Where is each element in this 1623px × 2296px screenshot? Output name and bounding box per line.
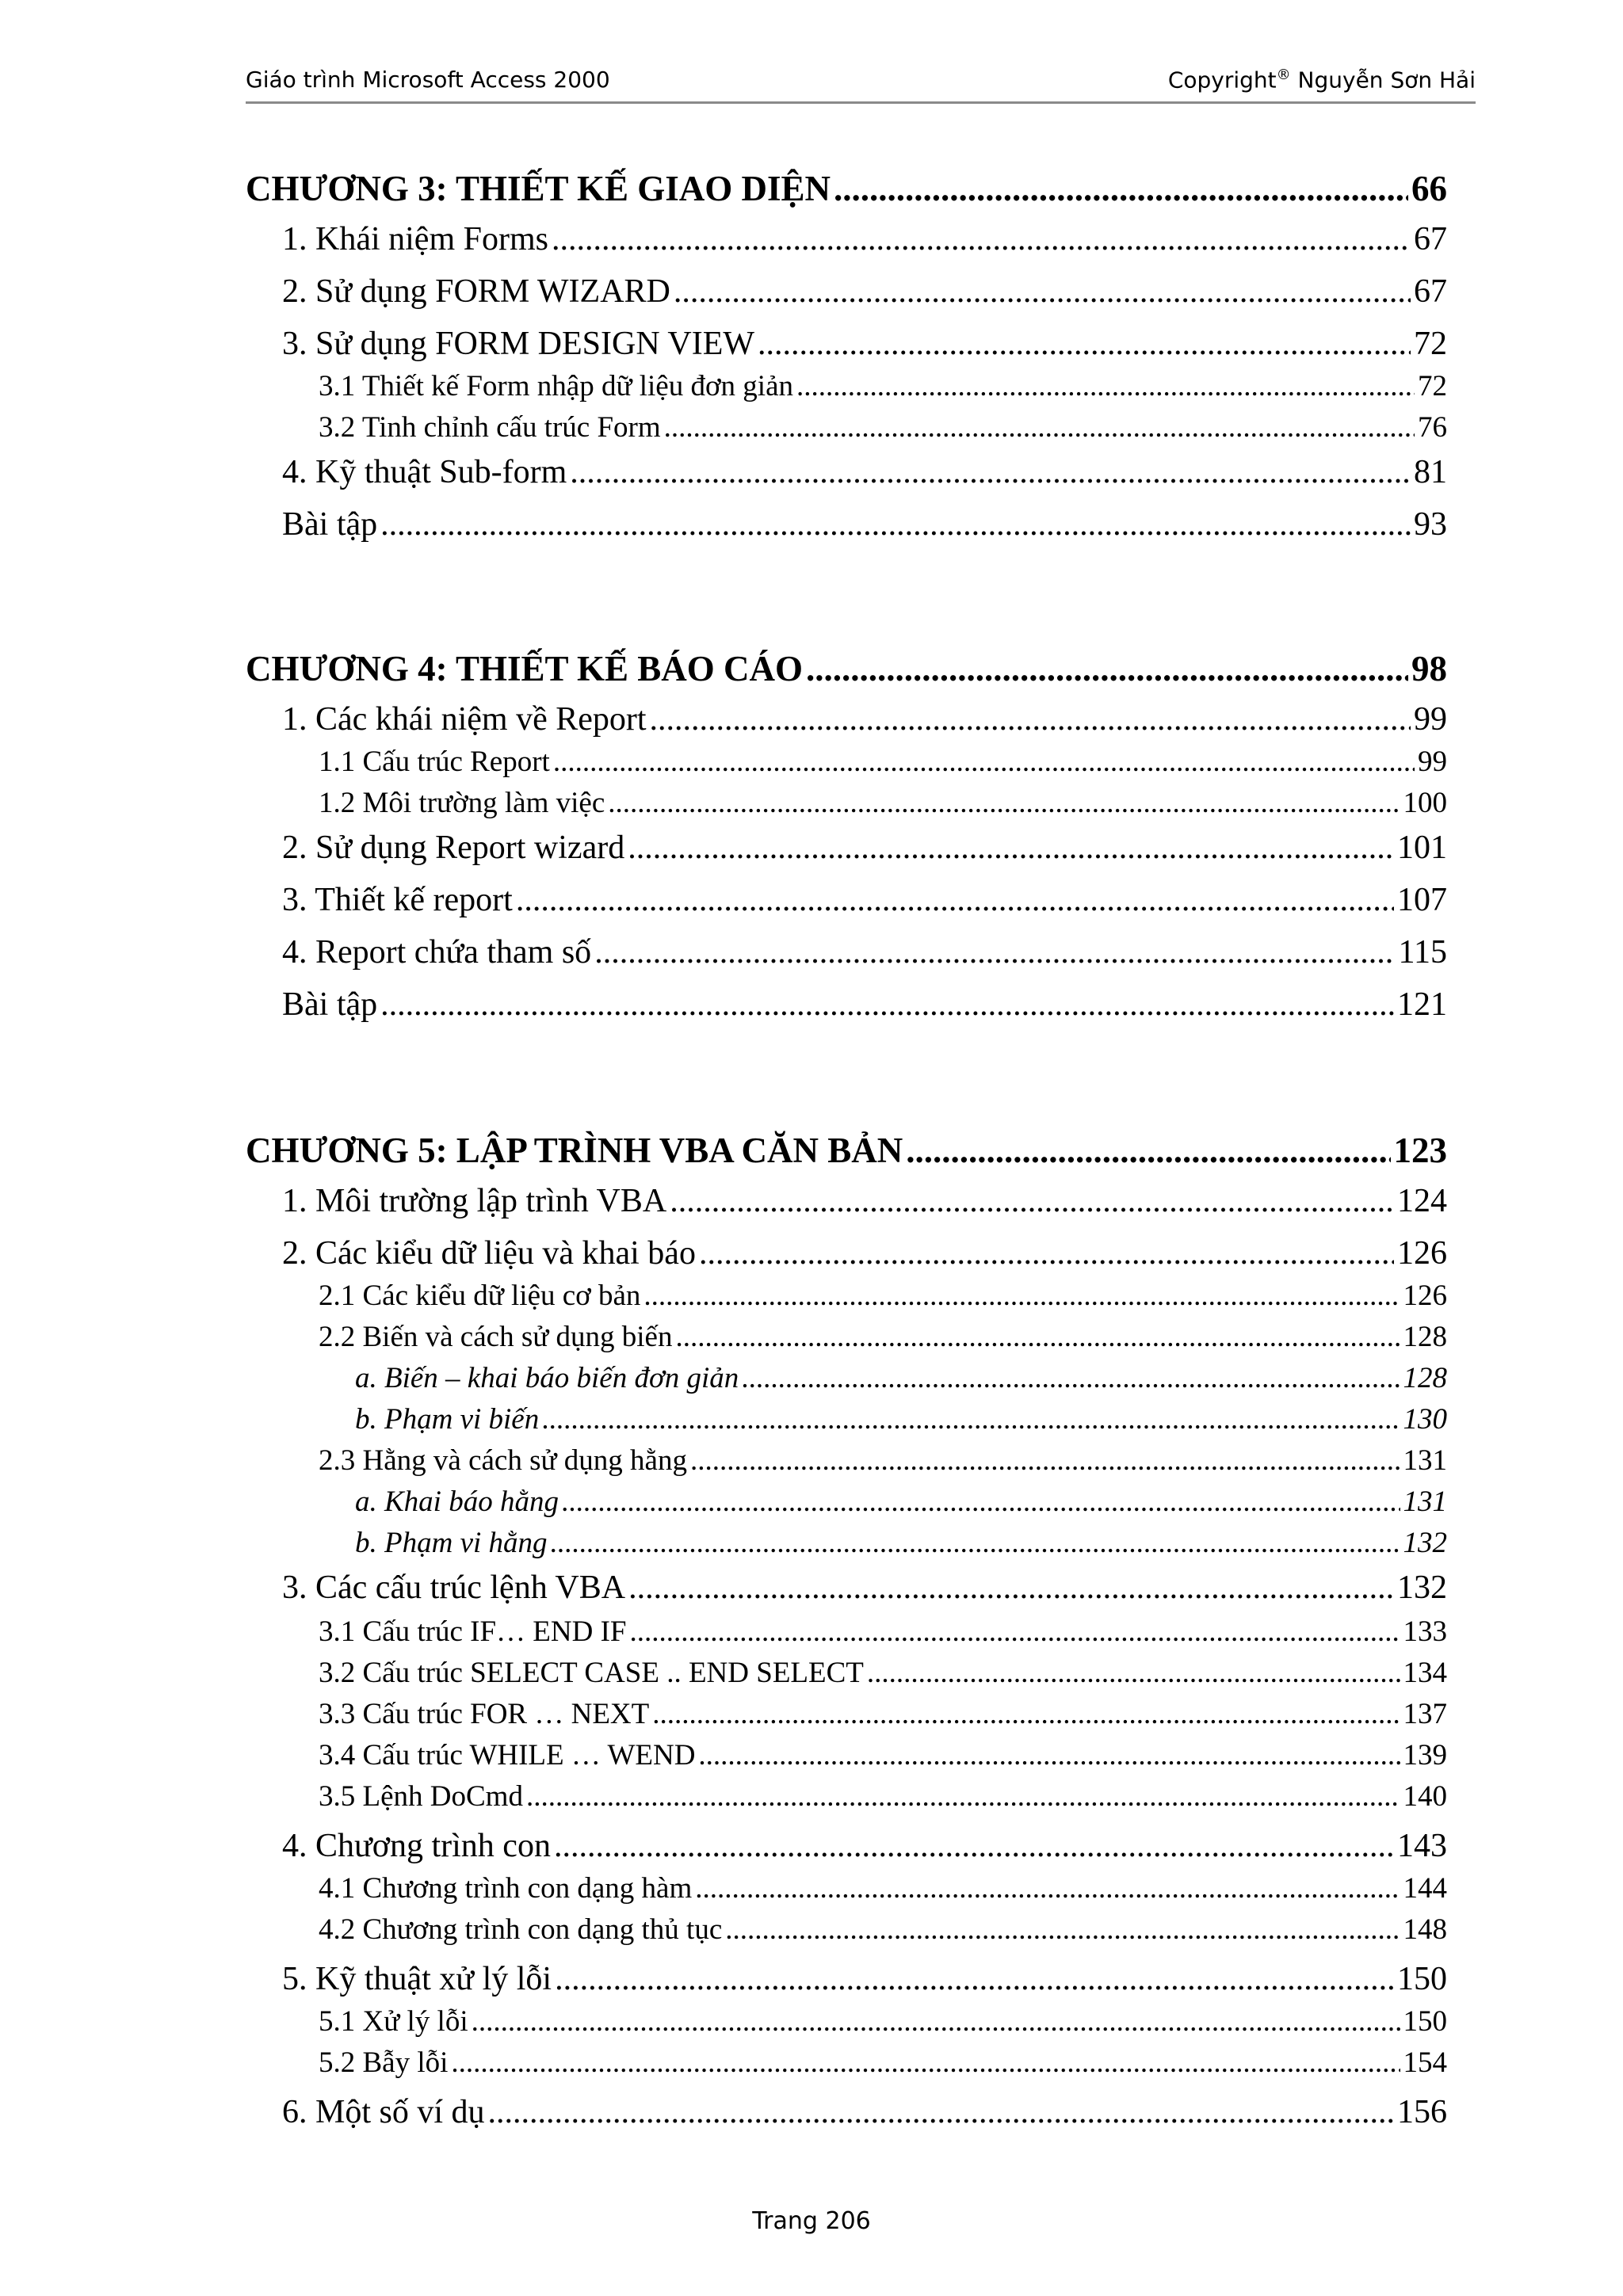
toc-entry-page: 154: [1403, 2046, 1447, 2079]
toc-entry-page: 128: [1403, 1362, 1447, 1394]
toc-entry: [246, 1913, 1447, 1947]
page-header: [246, 62, 1476, 104]
toc-dot-leader: [552, 220, 1411, 258]
toc-entry-page: 76: [1418, 411, 1447, 444]
toc-entry-page: 150: [1397, 1961, 1447, 1997]
toc-entry-page: 121: [1397, 986, 1447, 1023]
toc-entry-page: 132: [1397, 1569, 1447, 1606]
toc-entry-page: 115: [1398, 934, 1447, 971]
toc-dot-leader: [608, 786, 1400, 820]
toc-entry-title: CHƯƠNG 5: LẬP TRÌNH VBA CĂN BẢN: [246, 1131, 903, 1170]
copyright-label: Copyright: [1167, 67, 1277, 93]
toc-dot-leader: [629, 1615, 1400, 1649]
toc-entry-title: 3. Thiết kế report: [282, 882, 513, 918]
toc-dot-leader: [867, 1656, 1400, 1690]
toc-dot-leader: [834, 168, 1408, 209]
toc-chapter-entry: [246, 648, 1447, 689]
toc-dot-leader: [516, 881, 1394, 919]
toc-entry-title: CHƯƠNG 3: THIẾT KẾ GIAO DIỆN: [246, 169, 831, 208]
toc-entry-page: 126: [1403, 1280, 1447, 1312]
toc-entry-title: 2.1 Các kiểu dữ liệu cơ bản: [319, 1280, 641, 1312]
toc-entry: [246, 1485, 1447, 1519]
toc-entry-page: 143: [1397, 1828, 1447, 1864]
toc-entry-title: 4. Chương trình con: [282, 1828, 551, 1864]
toc-entry-page: 67: [1414, 221, 1447, 257]
toc-entry-page: 66: [1411, 169, 1447, 208]
toc-entry-page: 137: [1403, 1698, 1447, 1730]
toc-entry: [246, 829, 1447, 867]
author-name: Nguyễn Sơn Hải: [1290, 67, 1476, 93]
toc-entry-title: 4.1 Chương trình con dạng hàm: [319, 1872, 693, 1905]
toc-dot-leader: [526, 1779, 1400, 1814]
toc-entry-page: 144: [1403, 1872, 1447, 1905]
toc-entry-title: 2. Sử dụng Report wizard: [282, 830, 625, 866]
toc-entry-page: 98: [1411, 649, 1447, 688]
toc-entry: [246, 1871, 1447, 1905]
toc-entry-page: 93: [1414, 506, 1447, 543]
toc-entry: [246, 1182, 1447, 1220]
toc-entry-title: b. Phạm vi biến: [355, 1403, 540, 1436]
toc-entry-page: 150: [1403, 2005, 1447, 2038]
registered-mark: ®: [1276, 67, 1291, 83]
toc-entry-page: 67: [1414, 273, 1447, 310]
toc-entry-page: 126: [1397, 1235, 1447, 1272]
toc-entry-title: 1.1 Cấu trúc Report: [319, 746, 550, 778]
toc-dot-leader: [380, 505, 1411, 543]
toc-entry-page: 132: [1403, 1527, 1447, 1559]
toc-entry-page: 134: [1403, 1657, 1447, 1689]
toc-entry-title: 5.1 Xử lý lỗi: [319, 2005, 468, 2038]
toc-entry-title: 3.1 Thiết kế Form nhập dữ liệu đơn giản: [319, 370, 793, 402]
toc-dot-leader: [906, 1130, 1390, 1171]
toc-entry-page: 107: [1397, 882, 1447, 918]
toc-entry-title: 1.2 Môi trường làm việc: [319, 787, 605, 819]
toc-entry-page: 128: [1403, 1321, 1447, 1353]
toc-entry-title: Bài tập: [282, 986, 378, 1023]
toc-entry: [246, 1320, 1447, 1354]
toc-entry: [246, 881, 1447, 919]
toc-entry-title: 4.2 Chương trình con dạng thủ tục: [319, 1913, 723, 1946]
toc-entry-title: 6. Một số ví dụ: [282, 2094, 485, 2130]
toc-entry-title: 1. Các khái niệm về Report: [282, 701, 647, 738]
toc-entry-title: 3. Các cấu trúc lệnh VBA: [282, 1569, 626, 1606]
toc-dot-leader: [652, 1697, 1400, 1731]
toc-entry: [246, 933, 1447, 971]
toc-dot-leader: [553, 745, 1415, 779]
page-number: Trang 206: [752, 2207, 871, 2235]
toc-dot-leader: [628, 829, 1394, 867]
toc-dot-leader: [643, 1279, 1400, 1313]
toc-entry-title: 1. Khái niệm Forms: [282, 221, 548, 257]
toc-entry: [246, 1656, 1447, 1690]
toc-entry: [246, 1738, 1447, 1772]
toc-entry: [246, 2046, 1447, 2080]
toc-entry-page: 81: [1414, 454, 1447, 490]
header-book-title: Giáo trình Microsoft Access 2000: [246, 67, 610, 93]
toc-entry: [246, 1779, 1447, 1814]
toc-entry-title: 3.2 Cấu trúc SELECT CASE .. END SELECT: [319, 1657, 864, 1689]
toc-dot-leader: [664, 410, 1415, 444]
toc-entry: [246, 786, 1447, 820]
toc-dot-leader: [742, 1361, 1400, 1395]
toc-dot-leader: [554, 1827, 1394, 1865]
toc-entry-title: CHƯƠNG 4: THIẾT KẾ BÁO CÁO: [246, 649, 804, 688]
page-footer: [0, 2207, 1623, 2235]
toc-entry-page: 156: [1397, 2094, 1447, 2130]
toc-entry: [246, 1569, 1447, 1607]
toc-entry-page: 101: [1397, 830, 1447, 866]
toc-entry: [246, 1827, 1447, 1865]
toc-entry: [246, 220, 1447, 258]
toc-entry-page: 131: [1403, 1444, 1447, 1477]
toc-entry-title: Bài tập: [282, 506, 378, 543]
toc-dot-leader: [451, 2046, 1400, 2080]
toc-entry: [246, 2004, 1447, 2039]
toc-entry-page: 99: [1414, 701, 1447, 738]
toc-dot-leader: [628, 1569, 1394, 1607]
toc-entry-title: 3.1 Cấu trúc IF… END IF: [319, 1615, 627, 1648]
toc-entry-title: 4. Report chứa tham số: [282, 934, 592, 971]
toc-entry-title: 3.3 Cấu trúc FOR … NEXT: [319, 1698, 650, 1730]
toc-entry-title: 3. Sử dụng FORM DESIGN VIEW: [282, 326, 755, 362]
toc-entry: [246, 1279, 1447, 1313]
toc-dot-leader: [758, 325, 1411, 363]
toc-entry-page: 124: [1397, 1183, 1447, 1219]
toc-entry-title: 2.3 Hằng và cách sử dụng hằng: [319, 1444, 687, 1477]
toc-entry-title: 3.4 Cấu trúc WHILE … WEND: [319, 1739, 696, 1772]
toc-entry: [246, 273, 1447, 311]
toc-entry-title: 2. Sử dụng FORM WIZARD: [282, 273, 670, 310]
toc-entry: [246, 700, 1447, 738]
toc-entry-page: 130: [1403, 1403, 1447, 1436]
toc-dot-leader: [488, 2093, 1394, 2131]
toc-entry-title: 2. Các kiểu dữ liệu và khai báo: [282, 1235, 696, 1272]
toc-entry-title: 5. Kỹ thuật xử lý lỗi: [282, 1961, 552, 1997]
toc-dot-leader: [698, 1738, 1400, 1772]
toc-dot-leader: [806, 648, 1408, 689]
toc-entry-page: 99: [1418, 746, 1447, 778]
toc-entry: [246, 369, 1447, 403]
toc-entry: [246, 2093, 1447, 2131]
toc-entry-page: 131: [1403, 1486, 1447, 1518]
toc-dot-leader: [551, 1526, 1400, 1560]
toc-entry: [246, 453, 1447, 491]
toc-dot-leader: [542, 1402, 1400, 1436]
toc-chapter-entry: [246, 1130, 1447, 1171]
toc-entry-page: 133: [1403, 1615, 1447, 1648]
toc-dot-leader: [472, 2004, 1400, 2039]
toc-entry: [246, 1697, 1447, 1731]
toc-entry-page: 139: [1403, 1739, 1447, 1772]
toc-dot-leader: [670, 1182, 1394, 1220]
toc-entry-title: 2.2 Biến và cách sử dụng biến: [319, 1321, 673, 1353]
toc-entry-page: 72: [1418, 370, 1447, 402]
toc-entry-title: a. Khai báo hằng: [355, 1486, 559, 1518]
toc-entry: [246, 986, 1447, 1024]
toc-entry: [246, 745, 1447, 779]
toc-entry: [246, 1526, 1447, 1560]
toc-entry: [246, 1615, 1447, 1649]
toc-dot-leader: [570, 453, 1411, 491]
toc-entry-page: 140: [1403, 1780, 1447, 1813]
toc-dot-leader: [555, 1960, 1394, 1998]
toc-entry-title: 4. Kỹ thuật Sub-form: [282, 454, 567, 490]
toc-dot-leader: [380, 986, 1394, 1024]
toc-dot-leader: [699, 1234, 1394, 1272]
toc-entry: [246, 1361, 1447, 1395]
toc-dot-leader: [725, 1913, 1400, 1947]
toc-entry-title: 3.2 Tinh chỉnh cấu trúc Form: [319, 411, 661, 444]
toc-dot-leader: [695, 1871, 1400, 1905]
toc-dot-leader: [562, 1485, 1400, 1519]
toc-entry-title: 5.2 Bẫy lỗi: [319, 2046, 449, 2079]
toc-entry: [246, 505, 1447, 543]
toc-dot-leader: [674, 273, 1411, 311]
toc-dot-leader: [650, 700, 1411, 738]
toc-entry: [246, 1444, 1447, 1478]
toc-dot-leader: [796, 369, 1415, 403]
toc-entry: [246, 325, 1447, 363]
toc-entry-page: 123: [1393, 1131, 1447, 1170]
toc-dot-leader: [675, 1320, 1400, 1354]
toc-entry-title: 1. Môi trường lập trình VBA: [282, 1183, 667, 1219]
toc-entry-page: 148: [1403, 1913, 1447, 1946]
toc-entry-title: 3.5 Lệnh DoCmd: [319, 1780, 523, 1813]
header-copyright: [1168, 67, 1476, 93]
toc-entry: [246, 1402, 1447, 1436]
toc-entry: [246, 410, 1447, 444]
toc-entry: [246, 1234, 1447, 1272]
toc-entry-page: 72: [1414, 326, 1447, 362]
toc-entry: [246, 1960, 1447, 1998]
toc-entry-title: a. Biến – khai báo biến đơn giản: [355, 1362, 739, 1394]
toc-dot-leader: [594, 933, 1395, 971]
toc-entry-page: 100: [1403, 787, 1447, 819]
toc-dot-leader: [690, 1444, 1400, 1478]
toc-chapter-entry: [246, 168, 1447, 209]
toc-entry-title: b. Phạm vi hằng: [355, 1527, 548, 1559]
